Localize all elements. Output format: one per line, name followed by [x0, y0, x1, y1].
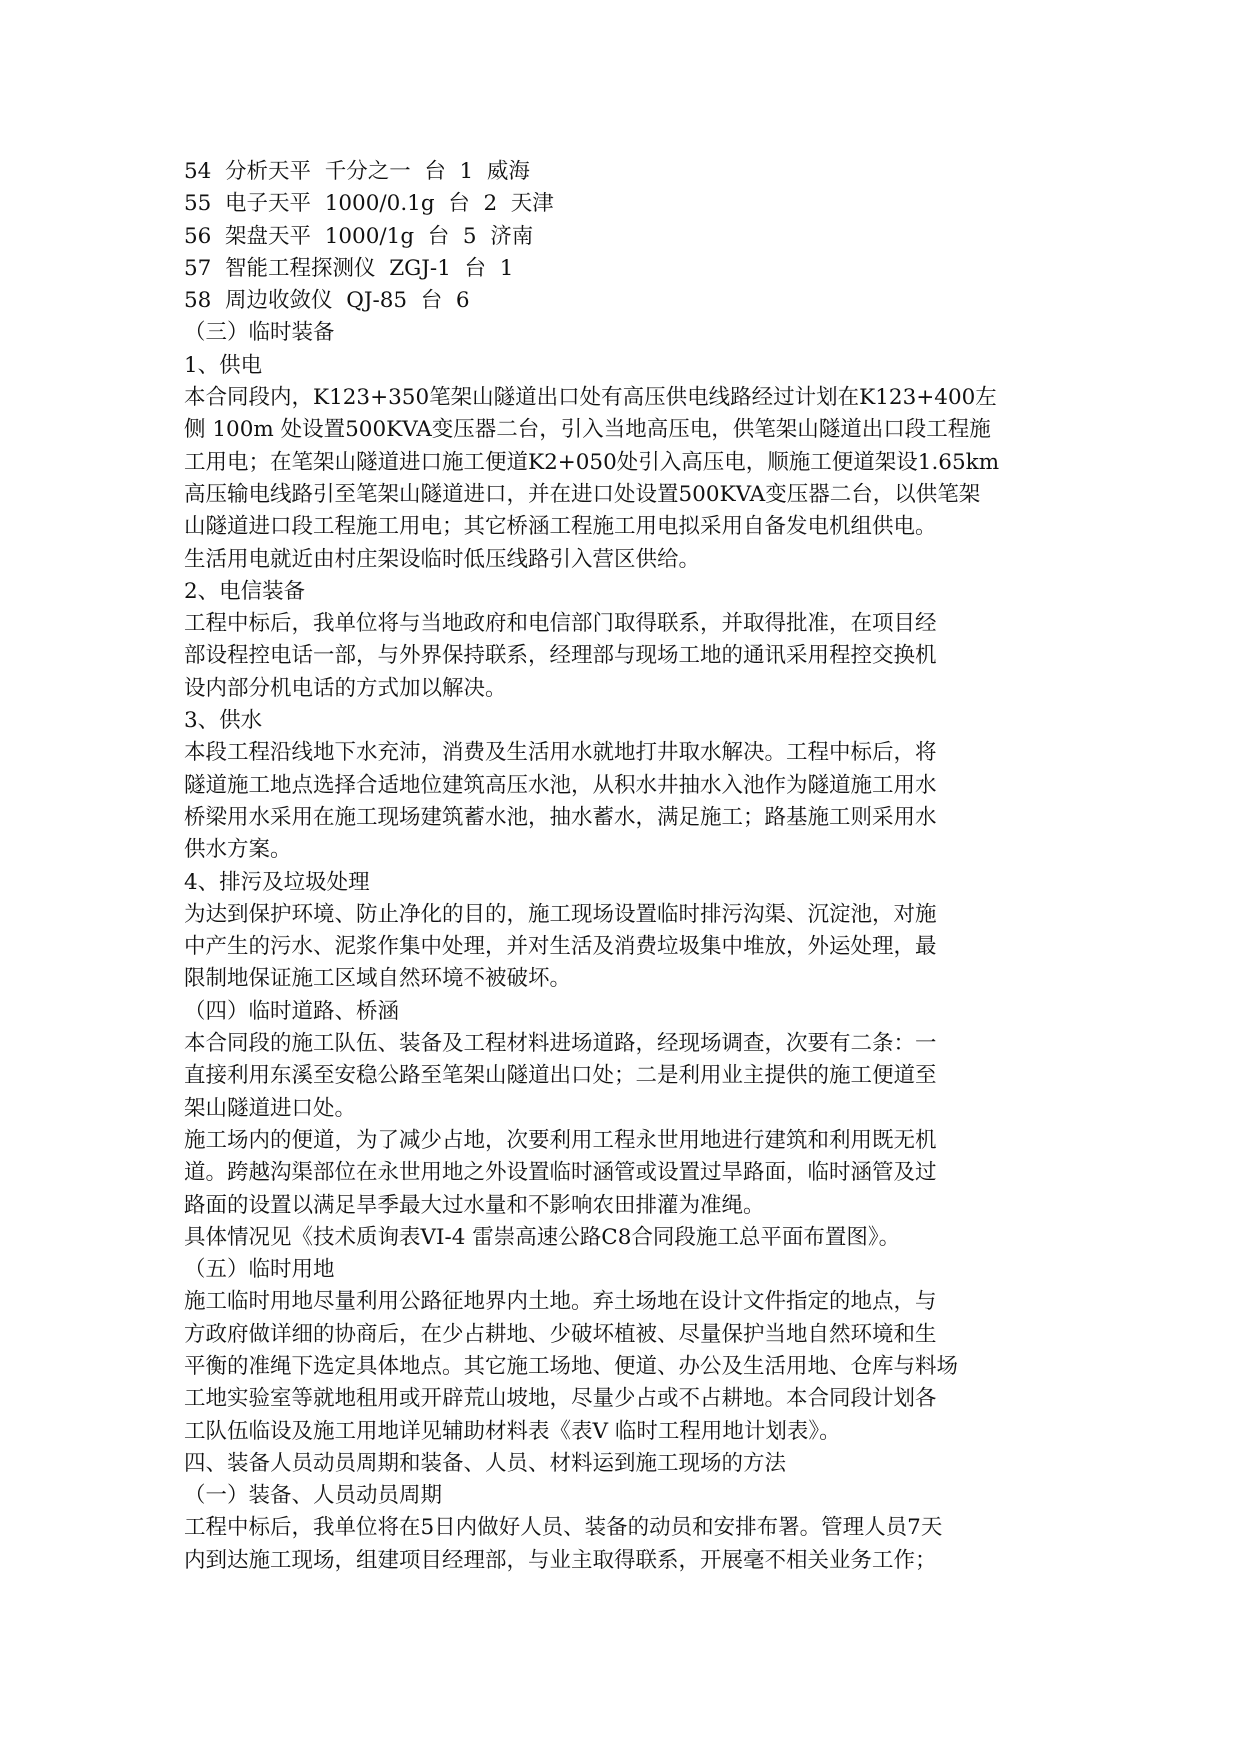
- text-line: 施工临时用地尽量利用公路征地界内土地。弃土场地在设计文件指定的地点，与: [184, 1289, 937, 1315]
- text-line: 供水方案。: [184, 837, 292, 863]
- text-line: 工程中标后，我单位将在5日内做好人员、装备的动员和安排布署。管理人员7天: [184, 1515, 943, 1541]
- section-heading: （五）临时用地: [184, 1257, 335, 1283]
- text-line: 内到达施工现场，组建项目经理部，与业主取得联系，开展毫不相关业务工作；: [184, 1547, 937, 1573]
- text-line: 施工场内的便道，为了减少占地，次要利用工程永世用地进行建筑和利用既无机: [184, 1127, 937, 1153]
- section-heading: （三）临时装备: [184, 320, 335, 346]
- subsection-heading: 2、电信装备: [184, 578, 306, 604]
- subsection-heading: 4、排污及垃圾处理: [184, 869, 370, 895]
- text-line: 工程中标后，我单位将与当地政府和电信部门取得联系，并取得批准，在项目经: [184, 611, 937, 637]
- text-line: 中产生的污水、泥浆作集中处理，并对生活及消费垃圾集中堆放，外运处理，最: [184, 934, 937, 960]
- text-line: 本段工程沿线地下水充沛，消费及生活用水就地打井取水解决。工程中标后，将: [184, 740, 937, 766]
- text-line: 为达到保护环境、防止净化的目的，施工现场设置临时排污沟渠、沉淀池，对施: [184, 901, 937, 927]
- text-line: 56 架盘天平 1000/1g 台 5 济南: [184, 223, 534, 249]
- text-line: 本合同段内，K123+350笔架山隧道出口处有高压供电线路经过计划在K123+400左: [184, 385, 997, 411]
- text-line: 平衡的准绳下选定具体地点。其它施工场地、便道、办公及生活用地、仓库与料场: [184, 1353, 959, 1379]
- text-line: 具体情况见《技术质询表VI-4 雷崇高速公路C8合同段施工总平面布置图》。: [184, 1224, 901, 1250]
- text-line: 路面的设置以满足旱季最大过水量和不影响农田排灌为准绳。: [184, 1192, 765, 1218]
- text-line: 山隧道进口段工程施工用电；其它桥涵工程施工用电拟采用自备发电机组供电。: [184, 514, 937, 540]
- text-line: 54 分析天平 千分之一 台 1 威海: [184, 159, 530, 184]
- text-line: 工地实验室等就地租用或开辟荒山坡地，尽量少占或不占耕地。本合同段计划各: [184, 1386, 937, 1412]
- chapter-heading: 四、装备人员动员周期和装备、人员、材料运到施工现场的方法: [184, 1450, 787, 1476]
- text-line: 本合同段的施工队伍、装备及工程材料进场道路，经现场调查，次要有二条：一: [184, 1031, 937, 1057]
- text-line: 部设程控电话一部，与外界保持联系，经理部与现场工地的通讯采用程控交换机: [184, 643, 937, 669]
- text-line: 高压输电线路引至笔架山隧道进口，并在进口处设置500KVA变压器二台，以供笔架: [184, 481, 981, 507]
- subsection-heading: 1、供电: [184, 352, 263, 378]
- text-line: 桥梁用水采用在施工现场建筑蓄水池，抽水蓄水，满足施工；路基施工则采用水: [184, 804, 937, 830]
- subsection-heading: 3、供水: [184, 708, 263, 734]
- text-line: 隧道施工地点选择合适地位建筑高压水池，从积水井抽水入池作为隧道施工用水: [184, 772, 937, 798]
- text-line: 方政府做详细的协商后，在少占耕地、少破坏植被、尽量保护当地自然环境和生: [184, 1321, 937, 1347]
- text-line: 55 电子天平 1000/0.1g 台 2 天津: [184, 191, 554, 217]
- text-line: 58 周边收敛仪 QJ-85 台 6: [184, 288, 470, 314]
- section-heading: （一）装备、人员动员周期: [184, 1483, 443, 1509]
- text-line: 限制地保证施工区域自然环境不被破坏。: [184, 966, 572, 992]
- text-line: 设内部分机电话的方式加以解决。: [184, 675, 507, 701]
- text-line: 架山隧道进口处。: [184, 1095, 357, 1121]
- text-line: 工用电；在笔架山隧道进口施工便道K2+050处引入高压电，顺施工便道架设1.65km: [184, 449, 1000, 475]
- text-line: 侧 100m 处设置500KVA变压器二台，引入当地高压电，供笔架山隧道出口段工程施: [184, 417, 991, 443]
- text-line: 生活用电就近由村庄架设临时低压线路引入营区供给。: [184, 546, 701, 572]
- section-heading: （四）临时道路、桥涵: [184, 998, 400, 1024]
- text-line: 57 智能工程探测仪 ZGJ-1 台 1: [184, 255, 514, 281]
- text-line: 直接利用东溪至安稳公路至笔架山隧道出口处；二是利用业主提供的施工便道至: [184, 1063, 937, 1089]
- document-page: [184, 156, 1059, 1577]
- text-line: 工队伍临设及施工用地详见辅助材料表《表Ⅴ 临时工程用地计划表》。: [184, 1418, 841, 1444]
- text-line: 道。跨越沟渠部位在永世用地之外设置临时涵管或设置过旱路面，临时涵管及过: [184, 1160, 937, 1186]
